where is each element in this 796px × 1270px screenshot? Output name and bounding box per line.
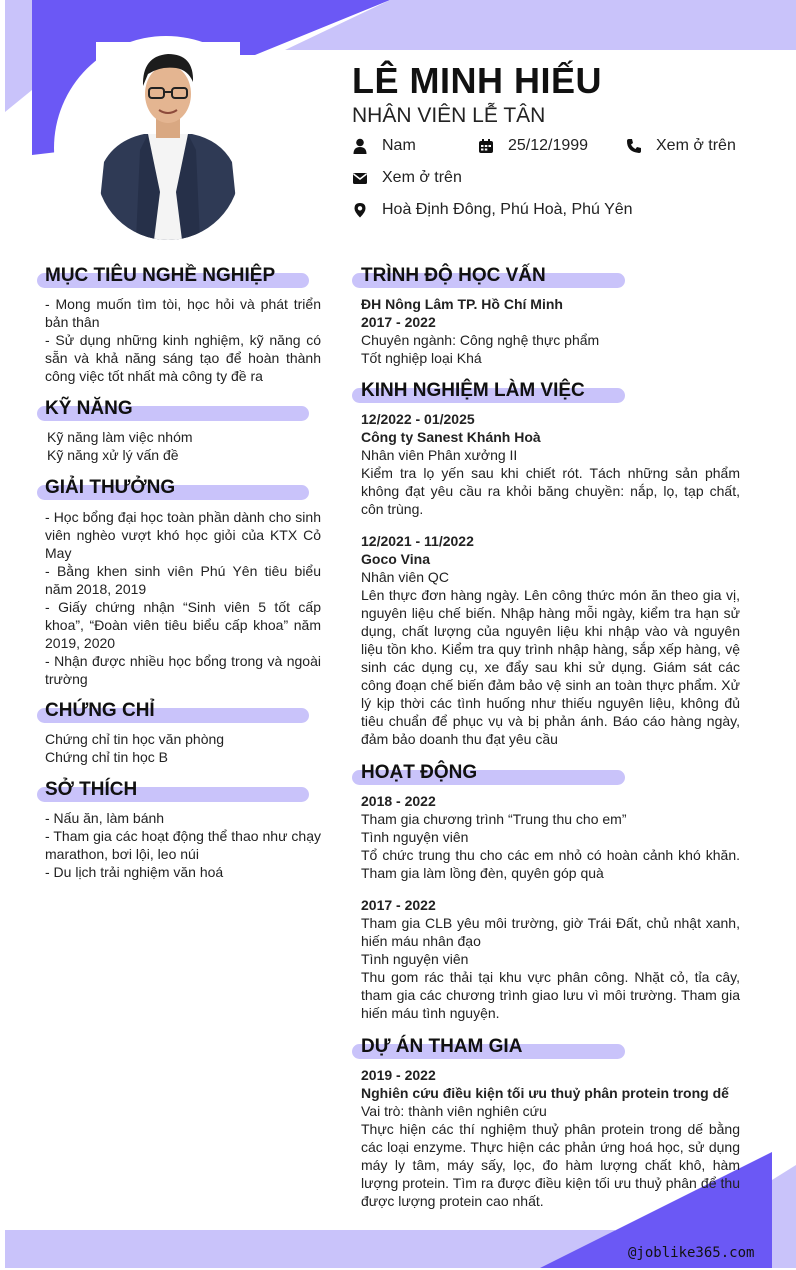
award-item: - Nhận được nhiều học bổng trong và ngoài trường	[45, 653, 321, 687]
job-title: NHÂN VIÊN LỄ TÂN	[352, 104, 546, 127]
activities-title: HOẠT ĐỘNG	[361, 762, 478, 783]
hobby-item: - Nấu ăn, làm bánh	[45, 810, 165, 826]
activity-name: Tham gia CLB yêu môi trường, giờ Trái Đất, chủ nhật xanh, hiến máu nhân đạo	[361, 915, 740, 949]
education-period: 2017 - 2022	[361, 314, 436, 330]
job-position: Nhân viên Phân xưởng II	[361, 447, 518, 463]
hobbies-title: SỞ THÍCH	[45, 779, 138, 800]
activity-role: Tình nguyện viên	[361, 951, 469, 967]
certs-title: CHỨNG CHỈ	[45, 700, 155, 721]
gender-row	[352, 137, 416, 155]
candidate-name: LÊ MINH HIẾU	[352, 60, 603, 101]
calendar-icon	[478, 138, 494, 154]
phone-row	[626, 137, 736, 155]
certs-body	[45, 730, 321, 766]
job-position: Nhân viên QC	[361, 569, 449, 585]
projects-body	[361, 1066, 740, 1210]
job-description: Lên thực đơn hàng ngày. Lên công thức món ăn theo gia vị, nguyên liệu chế biến. Nhập hàng mỗi ngày, kiểm tra hạn sử dụng, chất lượng của nguyên liệu khi nhập vào và nguyên liệu tồn kho. Kiểm tra quy trình nhập hàng, sắp xếp hàng, vệ sinh các dụng cụ, xe đẩy sau khi sử dụng. Giám sát các công đoạn chế biến đảm bảo vệ sinh an toàn thực phẩm. Xử lý kịp thời các tình huống như thiếu nguyên liệu, không đủ tiêu chuẩn để phục vụ và bị phản ánh. Báo cáo hàng ngày, đảm bảo doanh thu đạt yêu cầu	[361, 587, 740, 747]
project-name: Nghiên cứu điều kiện tối ưu thuỷ phân protein trong dế	[361, 1085, 729, 1101]
skills-body	[47, 428, 323, 464]
hobbies-body	[45, 809, 321, 881]
award-item: - Học bổng đại học toàn phần dành cho sinh viên nghèo vượt khó học giỏi của KTX Cỏ May	[45, 509, 321, 561]
award-item: - Bằng khen sinh viên Phú Yên tiêu biểu năm 2018, 2019	[45, 563, 321, 597]
education-body	[361, 295, 740, 367]
awards-body	[45, 508, 321, 688]
job-period: 12/2021 - 11/2022	[361, 533, 474, 549]
cert-item: Chứng chỉ tin học B	[45, 749, 168, 765]
address-row	[352, 201, 633, 219]
skills-title: KỸ NĂNG	[45, 398, 133, 419]
awards-title: GIẢI THƯỞNG	[45, 477, 176, 498]
experience-body	[361, 410, 740, 748]
avatar	[96, 42, 240, 240]
project-description: Thực hiện các thí nghiệm thuỷ phân protein trong dế bằng các loại enzyme. Thực hiện các phản ứng hoá học, sử dụng máy ly tâm, máy sấy, lọc, đo hàm lượng chất khô, hàm lượng protein. Tìm ra được điều kiện tối ưu thuỷ phân để thu được lượng protein cao nhất.	[361, 1121, 740, 1209]
hobby-item: - Du lịch trải nghiệm văn hoá	[45, 864, 224, 880]
activity-role: Tình nguyện viên	[361, 829, 469, 845]
phone-icon	[626, 138, 642, 154]
dob-row	[478, 137, 588, 155]
person-icon	[352, 138, 368, 154]
project-role: Vai trò: thành viên nghiên cứu	[361, 1103, 547, 1119]
objective-body	[45, 295, 321, 385]
school-name: ĐH Nông Lâm TP. Hồ Chí Minh	[361, 296, 563, 312]
activity-period: 2018 - 2022	[361, 793, 436, 809]
skill-item: Kỹ năng xử lý vấn đề	[47, 447, 179, 463]
project-period: 2019 - 2022	[361, 1067, 436, 1083]
gender-value: Nam	[382, 137, 416, 154]
job-company: Công ty Sanest Khánh Hoà	[361, 429, 541, 445]
education-grade: Tốt nghiệp loại Khá	[361, 350, 482, 366]
location-pin-icon	[352, 202, 368, 218]
footer-handle: @joblike365.com	[628, 1245, 755, 1261]
hobby-item: - Tham gia các hoạt động thể thao như chạy marathon, bơi lội, leo núi	[45, 828, 321, 862]
job-company: Goco Vina	[361, 551, 430, 567]
award-item: - Giấy chứng nhận “Sinh viên 5 tốt cấp khoa”, “Đoàn viên tiêu biểu cấp khoa” năm 2019, 2020	[45, 599, 321, 651]
activity-period: 2017 - 2022	[361, 897, 436, 913]
address-value: Hoà Định Đông, Phú Hoà, Phú Yên	[382, 201, 633, 218]
education-title: TRÌNH ĐỘ HỌC VẤN	[361, 265, 546, 286]
job-description: Kiểm tra lọ yến sau khi chiết rót. Tách những sản phẩm không đạt yêu cầu ra khỏi băng chuyền: nắp, lọ, tạp chất, côn trùng.	[361, 465, 740, 517]
envelope-icon	[352, 170, 368, 186]
job-period: 12/2022 - 01/2025	[361, 411, 475, 427]
objective-line: - Sử dụng những kinh nghiệm, kỹ năng có sẵn và khả năng sáng tạo để hoàn thành công việc tốt nhất mà công ty đề ra	[45, 332, 321, 384]
email-value: Xem ở trên	[382, 169, 462, 186]
activity-name: Tham gia chương trình “Trung thu cho em”	[361, 811, 627, 827]
activity-description: Thu gom rác thải tại khu vực phân công. Nhặt cỏ, tỉa cây, tham gia các chương trình giao lưu vì môi trường. Tham gia hiến máu tình nguyện.	[361, 969, 740, 1021]
skill-item: Kỹ năng làm việc nhóm	[47, 429, 193, 445]
activity-description: Tổ chức trung thu cho các em nhỏ có hoàn cảnh khó khăn. Tham gia làm lồng đèn, quyên góp quà	[361, 847, 740, 881]
activities-body	[361, 792, 740, 1022]
education-major: Chuyên ngành: Công nghệ thực phẩm	[361, 332, 600, 348]
objective-title: MỤC TIÊU NGHỀ NGHIỆP	[45, 265, 276, 286]
email-row	[352, 169, 462, 187]
experience-title: KINH NGHIỆM LÀM VIỆC	[361, 380, 585, 401]
objective-line: - Mong muốn tìm tòi, học hỏi và phát triển bản thân	[45, 296, 321, 330]
dob-value: 25/12/1999	[508, 137, 589, 154]
person-photo	[96, 42, 240, 240]
projects-title: DỰ ÁN THAM GIA	[361, 1036, 523, 1057]
cert-item: Chứng chỉ tin học văn phòng	[45, 731, 225, 747]
phone-value: Xem ở trên	[656, 137, 736, 154]
